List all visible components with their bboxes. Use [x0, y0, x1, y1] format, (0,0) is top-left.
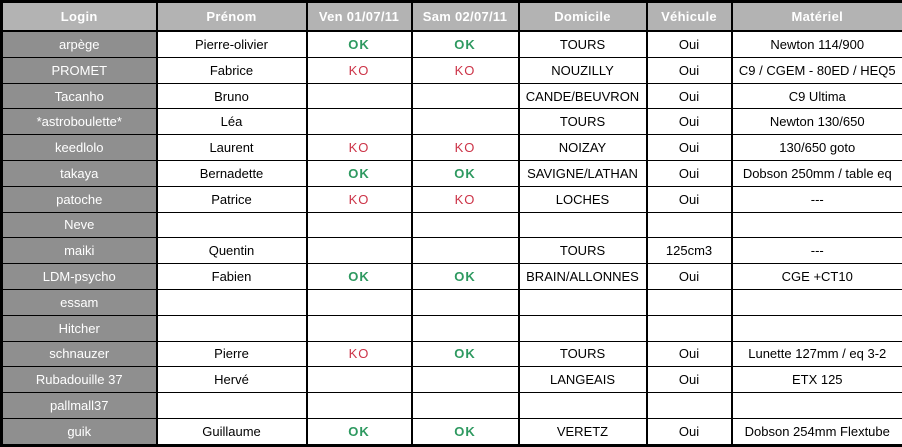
cell-ven [307, 315, 412, 341]
table-row [2, 212, 902, 238]
table-row [2, 57, 902, 83]
cell-materiel: Dobson 250mm / table eq [732, 161, 902, 187]
table-row [2, 393, 902, 419]
cell-ven [307, 83, 412, 109]
table-row [2, 161, 902, 187]
cell-vehicule [647, 212, 732, 238]
table-body [2, 31, 902, 446]
cell-sam [412, 109, 519, 135]
cell-sam [412, 315, 519, 341]
cell-login: essam [2, 289, 157, 315]
cell-domicile: LANGEAIS [519, 367, 647, 393]
cell-prenom: Laurent [157, 135, 307, 161]
table-row [2, 289, 902, 315]
cell-prenom [157, 212, 307, 238]
cell-vehicule: Oui [647, 418, 732, 445]
cell-domicile: SAVIGNE/LATHAN [519, 161, 647, 187]
cell-domicile: VERETZ [519, 418, 647, 445]
cell-login: patoche [2, 186, 157, 212]
cell-login: Neve [2, 212, 157, 238]
cell-ven: OK [307, 418, 412, 445]
column-header-domicile: Domicile [519, 2, 647, 32]
cell-login: schnauzer [2, 341, 157, 367]
cell-vehicule: 125cm3 [647, 238, 732, 264]
cell-sam: OK [412, 264, 519, 290]
table-header [2, 2, 902, 32]
cell-ven [307, 367, 412, 393]
cell-materiel: C9 / CGEM - 80ED / HEQ5 [732, 57, 902, 83]
column-header-ven: Ven 01/07/11 [307, 2, 412, 32]
table-row [2, 315, 902, 341]
cell-vehicule: Oui [647, 31, 732, 57]
cell-sam: OK [412, 341, 519, 367]
header-row [2, 2, 902, 32]
cell-sam [412, 212, 519, 238]
cell-sam: KO [412, 57, 519, 83]
column-header-login: Login [2, 2, 157, 32]
cell-domicile: CANDE/BEUVRON [519, 83, 647, 109]
cell-domicile: NOUZILLY [519, 57, 647, 83]
cell-domicile [519, 289, 647, 315]
column-header-materiel: Matériel [732, 2, 902, 32]
cell-ven: KO [307, 341, 412, 367]
cell-sam [412, 83, 519, 109]
cell-prenom: Léa [157, 109, 307, 135]
cell-ven: OK [307, 31, 412, 57]
cell-vehicule: Oui [647, 264, 732, 290]
cell-prenom [157, 315, 307, 341]
cell-domicile [519, 315, 647, 341]
table-row [2, 238, 902, 264]
cell-prenom: Guillaume [157, 418, 307, 445]
cell-vehicule [647, 393, 732, 419]
cell-sam [412, 393, 519, 419]
cell-materiel: Dobson 254mm Flextube [732, 418, 902, 445]
cell-ven: KO [307, 186, 412, 212]
cell-domicile [519, 212, 647, 238]
cell-login: guik [2, 418, 157, 445]
cell-sam: OK [412, 161, 519, 187]
cell-materiel [732, 289, 902, 315]
table-row [2, 418, 902, 445]
cell-vehicule [647, 315, 732, 341]
cell-vehicule: Oui [647, 367, 732, 393]
column-header-sam: Sam 02/07/11 [412, 2, 519, 32]
cell-materiel: --- [732, 238, 902, 264]
cell-sam: OK [412, 418, 519, 445]
cell-vehicule: Oui [647, 161, 732, 187]
table-row [2, 367, 902, 393]
cell-materiel: 130/650 goto [732, 135, 902, 161]
cell-domicile: LOCHES [519, 186, 647, 212]
cell-sam [412, 289, 519, 315]
cell-domicile: NOIZAY [519, 135, 647, 161]
cell-domicile: TOURS [519, 341, 647, 367]
cell-login: takaya [2, 161, 157, 187]
cell-prenom: Bruno [157, 83, 307, 109]
cell-login: maiki [2, 238, 157, 264]
cell-materiel: Newton 130/650 [732, 109, 902, 135]
table-row [2, 83, 902, 109]
cell-prenom: Patrice [157, 186, 307, 212]
column-header-vehicule: Véhicule [647, 2, 732, 32]
cell-prenom: Pierre [157, 341, 307, 367]
cell-ven [307, 212, 412, 238]
cell-login: PROMET [2, 57, 157, 83]
cell-login: Rubadouille 37 [2, 367, 157, 393]
cell-materiel [732, 212, 902, 238]
cell-sam: KO [412, 135, 519, 161]
cell-materiel: Newton 114/900 [732, 31, 902, 57]
table-row [2, 109, 902, 135]
table-row [2, 341, 902, 367]
cell-prenom: Hervé [157, 367, 307, 393]
cell-prenom: Bernadette [157, 161, 307, 187]
cell-domicile [519, 393, 647, 419]
cell-materiel: --- [732, 186, 902, 212]
cell-materiel [732, 315, 902, 341]
cell-ven: OK [307, 161, 412, 187]
cell-ven [307, 393, 412, 419]
cell-sam: KO [412, 186, 519, 212]
cell-materiel: Lunette 127mm / eq 3-2 [732, 341, 902, 367]
cell-vehicule: Oui [647, 109, 732, 135]
cell-ven [307, 109, 412, 135]
cell-vehicule: Oui [647, 186, 732, 212]
cell-prenom [157, 393, 307, 419]
column-header-prenom: Prénom [157, 2, 307, 32]
cell-vehicule: Oui [647, 57, 732, 83]
cell-vehicule: Oui [647, 341, 732, 367]
cell-domicile: TOURS [519, 31, 647, 57]
cell-domicile: BRAIN/ALLONNES [519, 264, 647, 290]
cell-login: pallmall37 [2, 393, 157, 419]
cell-domicile: TOURS [519, 238, 647, 264]
cell-login: Tacanho [2, 83, 157, 109]
cell-materiel: ETX 125 [732, 367, 902, 393]
cell-prenom: Quentin [157, 238, 307, 264]
cell-prenom: Pierre-olivier [157, 31, 307, 57]
table-row [2, 31, 902, 57]
cell-prenom: Fabien [157, 264, 307, 290]
table-row [2, 264, 902, 290]
cell-sam [412, 367, 519, 393]
cell-materiel [732, 393, 902, 419]
table-row [2, 186, 902, 212]
cell-ven: OK [307, 264, 412, 290]
cell-ven [307, 238, 412, 264]
cell-login: arpège [2, 31, 157, 57]
cell-login: Hitcher [2, 315, 157, 341]
cell-vehicule [647, 289, 732, 315]
cell-login: keedlolo [2, 135, 157, 161]
cell-ven: KO [307, 57, 412, 83]
cell-ven [307, 289, 412, 315]
cell-vehicule: Oui [647, 83, 732, 109]
cell-materiel: CGE +CT10 [732, 264, 902, 290]
cell-ven: KO [307, 135, 412, 161]
cell-sam [412, 238, 519, 264]
cell-materiel: C9 Ultima [732, 83, 902, 109]
cell-login: LDM-psycho [2, 264, 157, 290]
cell-prenom: Fabrice [157, 57, 307, 83]
table-row [2, 135, 902, 161]
cell-domicile: TOURS [519, 109, 647, 135]
cell-prenom [157, 289, 307, 315]
cell-sam: OK [412, 31, 519, 57]
cell-vehicule: Oui [647, 135, 732, 161]
cell-login: *astroboulette* [2, 109, 157, 135]
